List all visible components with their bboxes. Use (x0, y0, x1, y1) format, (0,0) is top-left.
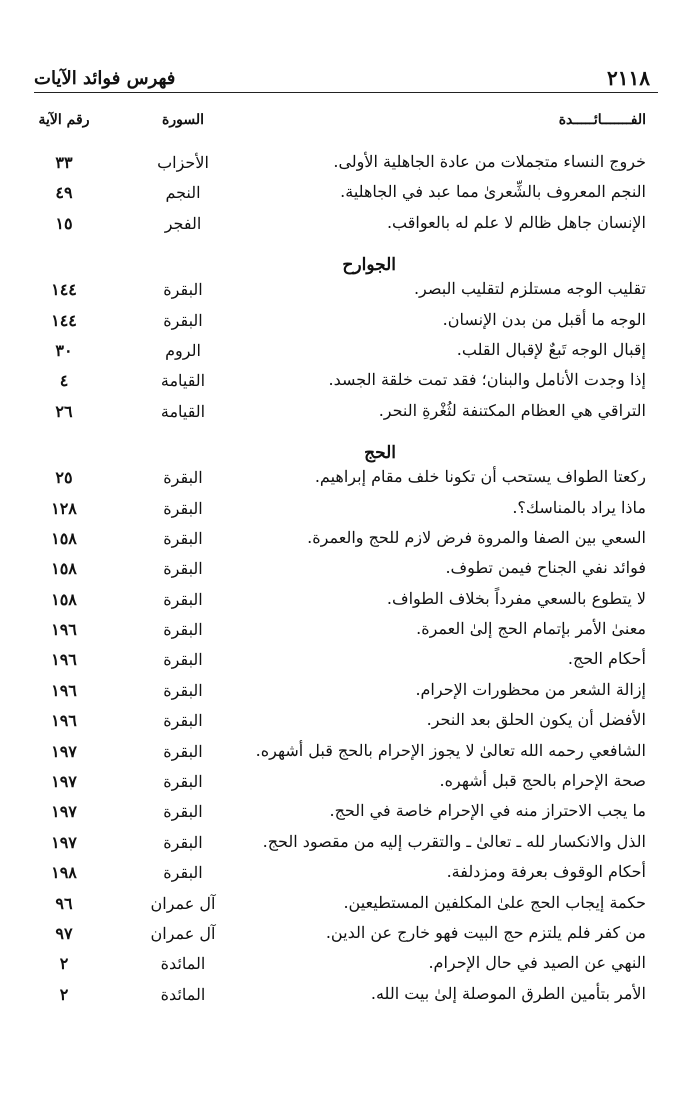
benefit-text: الإنسان جاهل ظالم لا علم له بالعواقب. (386, 212, 646, 232)
benefit-text: الوجه ما أقبل من بدن الإنسان. (442, 309, 646, 329)
surah-name: النجم (165, 183, 201, 203)
index-row (34, 310, 658, 340)
ayah-number: ١٥ (55, 213, 73, 233)
surah-name: البقرة (163, 863, 203, 883)
benefit-text: لا يتطوع بالسعي مفرداً بخلاف الطواف. (386, 588, 646, 608)
index-row (34, 498, 658, 528)
benefit-text: إقبال الوجه تَبعٌ لإقبال القلب. (456, 339, 646, 359)
surah-name: البقرة (163, 832, 203, 852)
index-row (34, 152, 658, 182)
section-heading-jawarih (34, 243, 658, 279)
ayah-number: ٣٣ (55, 153, 73, 172)
index-page (34, 60, 658, 1060)
benefit-text: معنىٰ الأمر بإتمام الحج إلىٰ العمرة. (416, 619, 646, 639)
ayah-number: ١٤٤ (51, 280, 77, 300)
benefit-text: خروج النساء متجملات من عادة الجاهلية الأولى. (333, 152, 646, 171)
ayah-number: ١٩٧ (51, 741, 77, 761)
index-row (34, 771, 658, 801)
benefit-text: ماذا يراد بالمناسك؟. (512, 497, 646, 517)
benefit-text: الذل والانكسار لله ـ تعالىٰ ـ والتقرب إليه من مقصود الحج. (262, 831, 646, 851)
surah-name: البقرة (163, 280, 203, 300)
index-row (34, 649, 658, 679)
index-row (34, 528, 658, 558)
benefit-text: ركعتا الطواف يستحب أن تكونا خلف مقام إبراهيم. (314, 467, 646, 487)
surah-name: البقرة (163, 498, 203, 518)
running-title: فهرس فوائد الآيات (34, 68, 176, 89)
ayah-number: ١٩٦ (51, 650, 77, 670)
ayah-number: ٢ (59, 954, 69, 974)
index-row (34, 370, 658, 400)
surah-name: القيامة (160, 371, 206, 391)
benefit-text: النهي عن الصيد في حال الإحرام. (428, 953, 646, 973)
benefit-text: إزالة الشعر من محظورات الإحرام. (415, 679, 646, 699)
index-row (34, 279, 658, 309)
benefit-text: الأفضل أن يكون الحلق بعد النحر. (426, 710, 646, 730)
surah-name: البقرة (163, 468, 203, 488)
surah-name: البقرة (163, 559, 203, 579)
surah-name: البقرة (163, 711, 203, 731)
ayah-number: ١٩٦ (51, 711, 77, 731)
benefit-text: إذا وجدت الأنامل والبنان؛ فقد تمت خلقة الجسد. (328, 370, 646, 390)
surah-name: الفجر (164, 213, 202, 233)
index-row (34, 680, 658, 710)
surah-name: البقرة (163, 589, 203, 609)
surah-name: القيامة (160, 401, 206, 421)
index-row (34, 893, 658, 923)
section-title: الحج (364, 443, 396, 464)
surah-name: المائدة (160, 954, 206, 974)
benefit-text: السعي بين الصفا والمروة فرض لازم للحج والعمرة. (307, 527, 646, 547)
benefit-text: فوائد نفي الجناح فيمن تطوف. (445, 558, 646, 578)
benefit-text: التراقي هي العظام المكتنفة لثُغْرةِ النحر. (378, 400, 646, 420)
column-header-surah: السورة (162, 112, 204, 128)
surah-name: البقرة (163, 741, 203, 761)
index-row (34, 984, 658, 1014)
ayah-number: ١٩٧ (51, 802, 77, 822)
surah-name: البقرة (163, 310, 203, 330)
ayah-number: ٣٠ (55, 340, 73, 360)
benefit-text: من كفر فلم يلتزم حج البيت فهو خارج عن الدين. (325, 922, 646, 942)
benefit-text: صحة الإحرام بالحج قبل أشهره. (439, 771, 646, 791)
benefit-text: ما يجب الاحتراز منه في الإحرام خاصة في الحج. (329, 801, 646, 821)
surah-name: الأحزاب (157, 153, 209, 172)
benefit-text: الشافعي رحمه الله تعالىٰ لا يجوز الإحرام بالحج قبل أشهره. (255, 740, 646, 760)
running-head (34, 60, 658, 90)
ayah-number: ١٥٨ (51, 589, 77, 609)
ayah-number: ٩٦ (55, 893, 73, 913)
index-rows (34, 152, 658, 1014)
index-row (34, 923, 658, 953)
surah-name: المائدة (160, 984, 206, 1004)
index-row (34, 340, 658, 370)
column-header-benefit: الفـــــــائـــــدة (558, 112, 646, 128)
index-row (34, 182, 658, 212)
index-row (34, 862, 658, 892)
surah-name: البقرة (163, 620, 203, 640)
surah-name: آل عمران (150, 893, 216, 913)
index-row (34, 213, 658, 243)
benefit-text: تقليب الوجه مستلزم لتقليب البصر. (413, 279, 646, 299)
header-rule (34, 92, 658, 93)
ayah-number: ١٩٧ (51, 832, 77, 852)
ayah-number: ٢٦ (55, 401, 73, 421)
ayah-number: ٤ (59, 371, 69, 391)
index-row (34, 741, 658, 771)
index-row (34, 801, 658, 831)
section-title: الجوارح (342, 255, 396, 276)
benefit-text: أحكام الحج. (567, 649, 646, 669)
index-row (34, 832, 658, 862)
ayah-number: ١٩٨ (51, 863, 77, 883)
ayah-number: ١٩٦ (51, 680, 77, 700)
index-row (34, 467, 658, 497)
ayah-number: ١٥٨ (51, 528, 77, 548)
section-heading-hajj (34, 431, 658, 467)
surah-name: الروم (165, 340, 201, 360)
ayah-number: ٤٩ (55, 183, 73, 203)
index-row (34, 619, 658, 649)
surah-name: البقرة (163, 528, 203, 548)
ayah-number: ١٥٨ (51, 559, 77, 579)
surah-name: البقرة (163, 680, 203, 700)
column-header-ayah: رقم الآية (38, 112, 90, 128)
index-row (34, 953, 658, 983)
index-row (34, 710, 658, 740)
index-row (34, 401, 658, 431)
ayah-number: ٩٧ (55, 923, 73, 943)
ayah-number: ٢ (59, 984, 69, 1004)
ayah-number: ١٤٤ (51, 310, 77, 330)
page-number: ٢١١٨ (607, 66, 650, 90)
benefit-text: حكمة إيجاب الحج علىٰ المكلفين المستطيعين. (343, 892, 646, 912)
ayah-number: ١٢٨ (51, 498, 77, 518)
index-row (34, 589, 658, 619)
index-row (34, 558, 658, 588)
ayah-number: ٢٥ (55, 468, 73, 488)
surah-name: آل عمران (150, 923, 216, 943)
benefit-text: النجم المعروف بالشِّعرىٰ مما عبد في الجاهلية. (340, 182, 646, 202)
surah-name: البقرة (163, 802, 203, 822)
surah-name: البقرة (163, 650, 203, 670)
surah-name: البقرة (163, 772, 203, 792)
column-headers (34, 112, 658, 140)
ayah-number: ١٩٦ (51, 620, 77, 640)
ayah-number: ١٩٧ (51, 772, 77, 792)
benefit-text: أحكام الوقوف بعرفة ومزدلفة. (446, 862, 646, 882)
benefit-text: الأمر بتأمين الطرق الموصلة إلىٰ بيت الله. (370, 983, 646, 1003)
